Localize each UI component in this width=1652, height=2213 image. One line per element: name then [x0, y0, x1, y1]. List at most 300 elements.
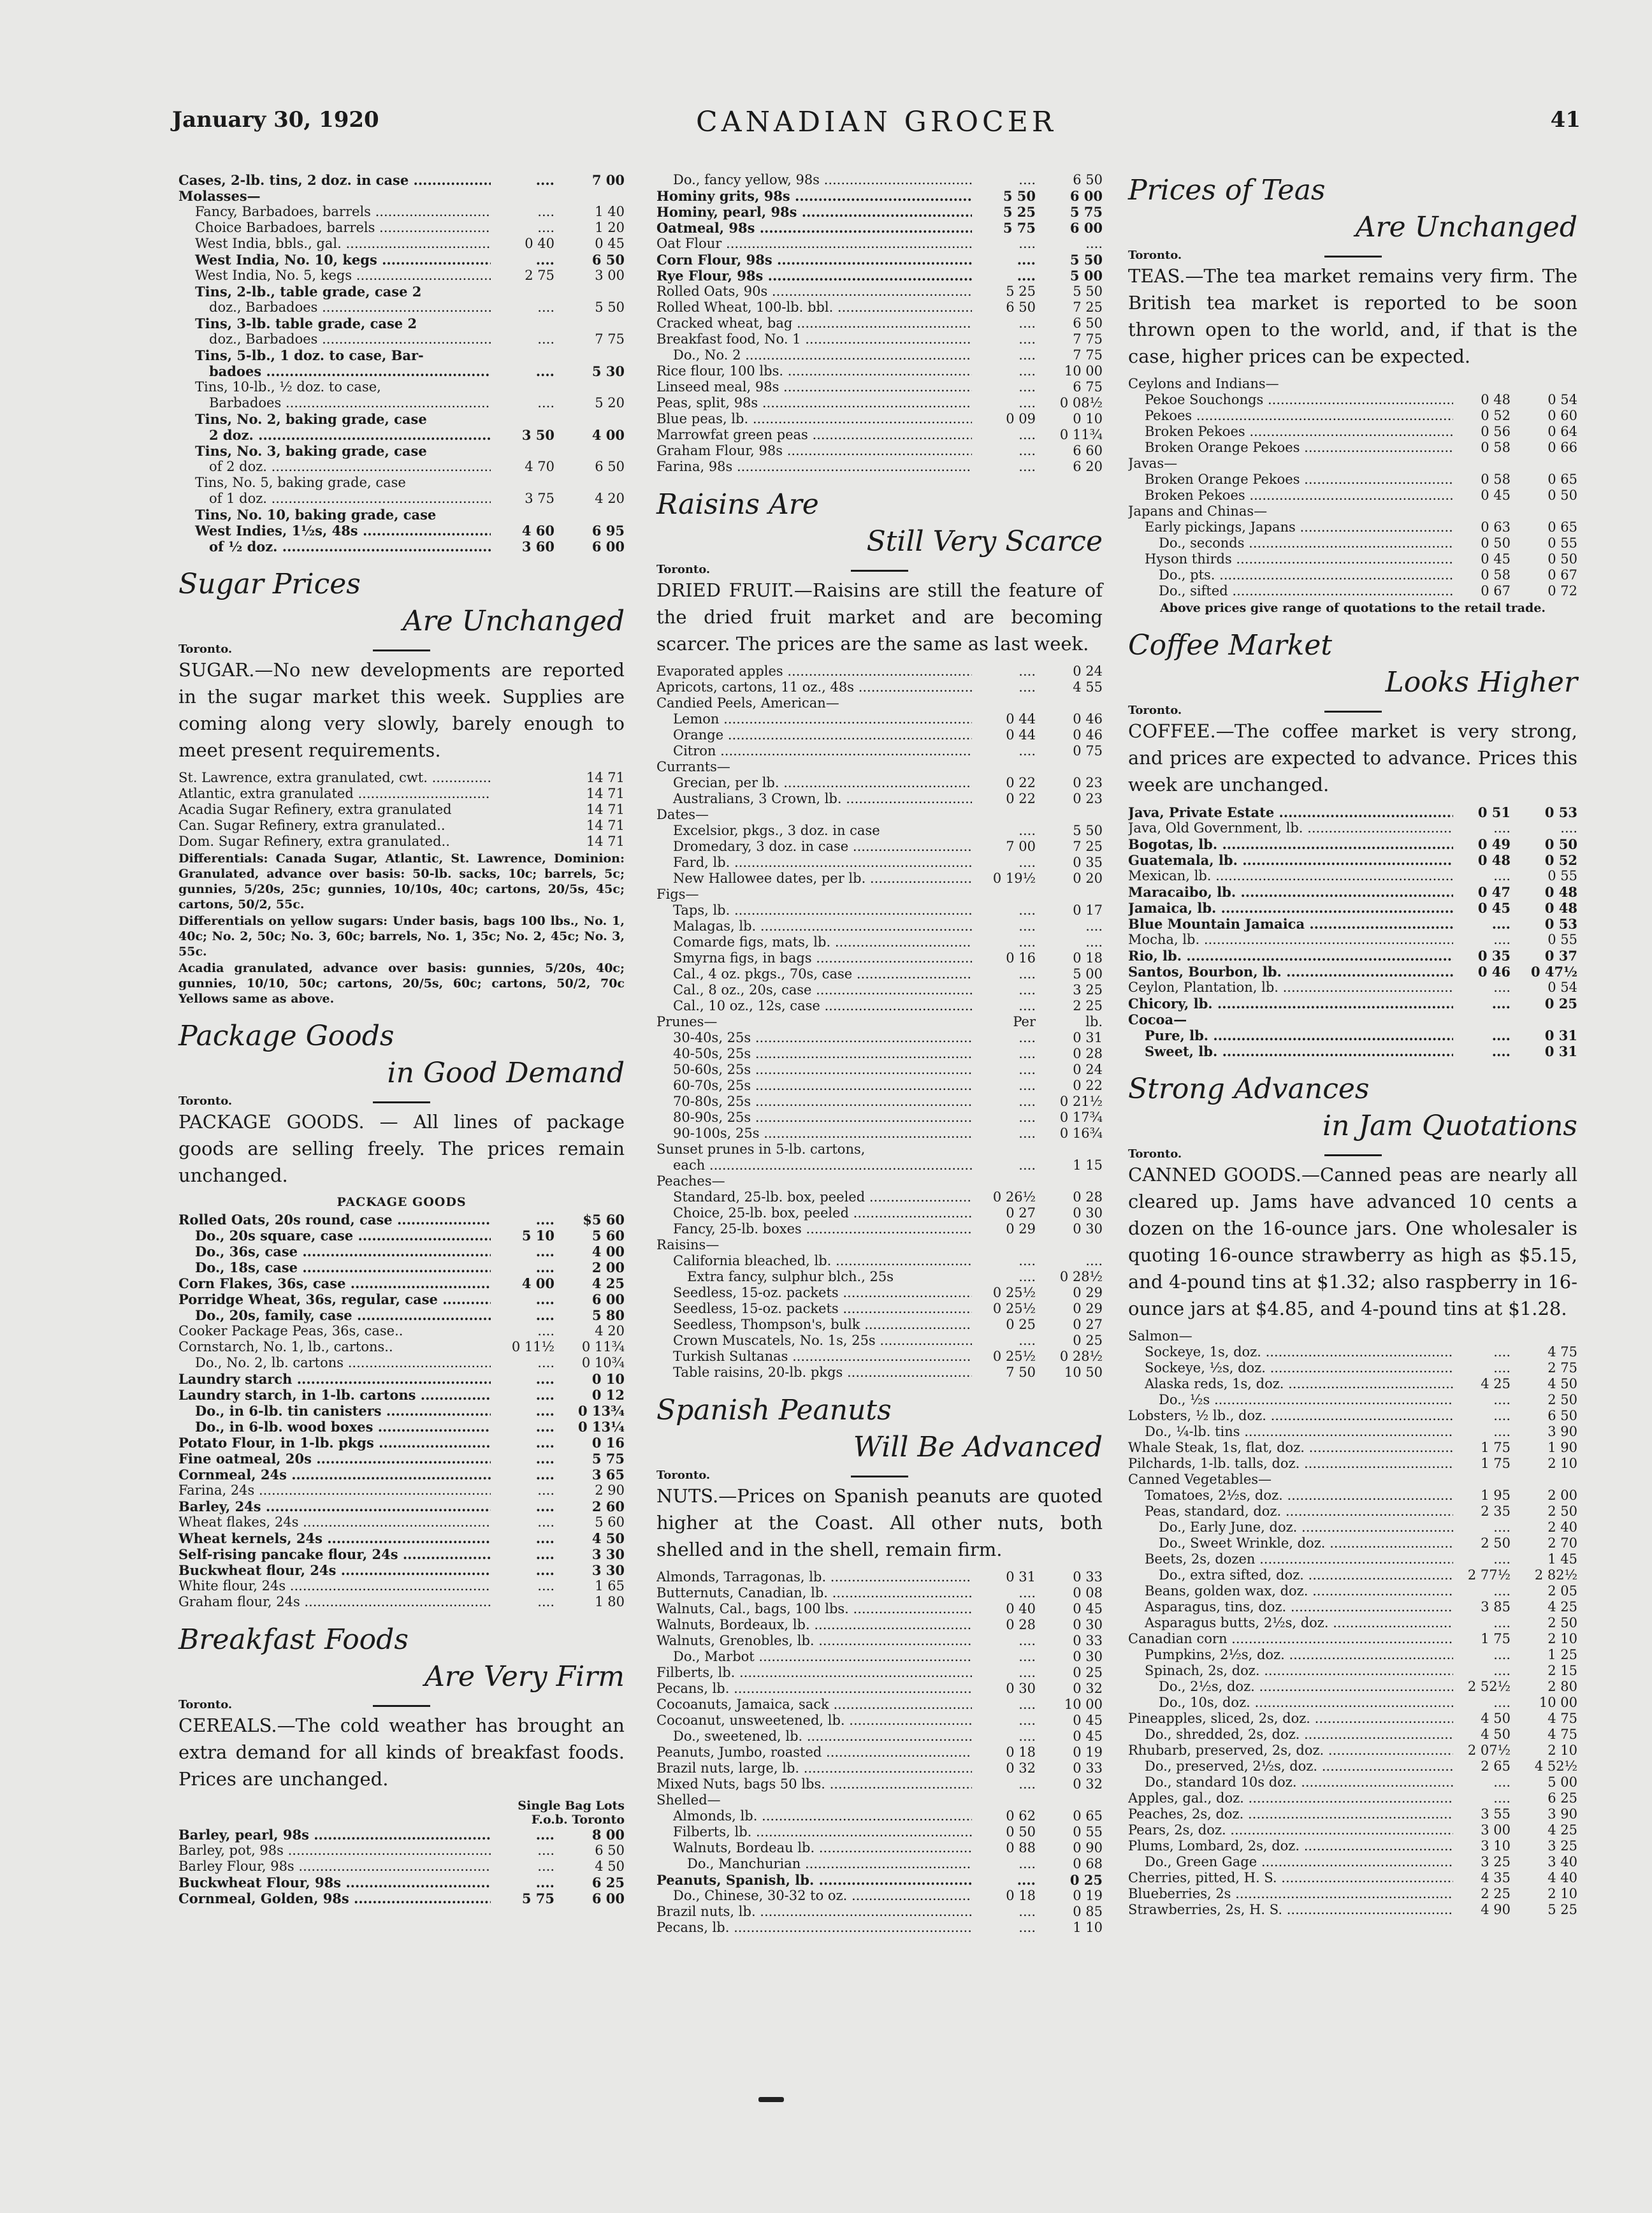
price-high: 6 50	[595, 459, 625, 474]
price-high: 0 12	[591, 1387, 625, 1403]
canned-goods-price-list	[1128, 1328, 1577, 1918]
price-row	[656, 775, 1103, 791]
item-name: Standard, 25-lb. box, peeled .....	[656, 1189, 972, 1205]
price-high: 0 17¾	[1059, 1110, 1103, 1125]
item-name: Rolled Oats, 20s round, case .....	[178, 1212, 491, 1228]
price-high: 0 30	[1073, 1205, 1103, 1221]
price-high: 2 82½	[1534, 1567, 1577, 1583]
section-headline-line2: Will Be Advanced	[853, 1431, 1103, 1463]
item-name: Atlantic, extra granulated .....	[178, 786, 491, 802]
price-row	[656, 1824, 1103, 1840]
item-name: Almonds, Tarragonas, lb. .....	[656, 1569, 972, 1585]
price-high: 0 25	[1073, 1665, 1103, 1680]
price-low: 5 10	[521, 1228, 554, 1244]
section-headline: Strong Advances	[1128, 1073, 1370, 1105]
price-row	[656, 1649, 1103, 1665]
price-low: 0 18	[1006, 1745, 1036, 1760]
column-3	[1128, 172, 1577, 1918]
price-row	[656, 1840, 1103, 1856]
item-name: 60-70s, 25s .....	[656, 1078, 972, 1094]
price-low: 2 25	[1481, 1886, 1511, 1901]
price-high: 2 50	[1547, 1504, 1577, 1519]
price-low: 3 10	[1481, 1838, 1511, 1854]
price-low	[491, 284, 554, 300]
price-low: ....	[1017, 1872, 1036, 1888]
item-name: Breakfast food, No. 1 .....	[656, 331, 972, 347]
price-high	[554, 316, 625, 331]
price-low: 0 49	[1477, 836, 1511, 852]
price-low: ....	[535, 1435, 554, 1451]
price-high	[554, 411, 625, 427]
price-high: 6 50	[1073, 172, 1103, 187]
price-row	[656, 1633, 1103, 1649]
price-low: ....	[1018, 443, 1036, 458]
price-high: 0 33	[1073, 1633, 1103, 1648]
column-2	[656, 172, 1103, 1936]
price-row	[178, 1890, 625, 1906]
price-low: 5 25	[1003, 204, 1036, 220]
price-row	[178, 539, 625, 555]
item-name: Tins, 2-lb., table grade, case 2	[195, 284, 422, 300]
price-low: ....	[1018, 1585, 1036, 1600]
price-low: 0 58	[1481, 440, 1511, 455]
price-low: 4 50	[1481, 1711, 1511, 1726]
price-low: ....	[535, 1403, 554, 1419]
item-name: Bogotas, lb. .....	[1128, 836, 1453, 852]
item-name: Blue Mountain Jamaica .....	[1128, 916, 1453, 932]
price-low: ....	[1018, 379, 1036, 395]
price-low: 4 70	[525, 459, 554, 474]
price-high: 5 75	[591, 1451, 625, 1467]
price-low: 0 45	[1477, 900, 1511, 916]
price-low: 6 50	[1006, 300, 1036, 315]
price-row	[1128, 1456, 1577, 1472]
item-name: Mexican, lb. .....	[1128, 868, 1453, 884]
item-name: Peaches, 2s, doz. .....	[1128, 1806, 1453, 1822]
price-high: 2 00	[1547, 1488, 1577, 1503]
price-low: ....	[1018, 1904, 1036, 1919]
price-row	[178, 1546, 625, 1562]
section-headline-line2: Are Unchanged	[1355, 211, 1577, 243]
price-row	[178, 284, 625, 300]
price-high: 6 60	[1073, 443, 1103, 458]
item-name: Do., Chinese, 30-32 to oz. .....	[656, 1888, 972, 1904]
price-row	[1128, 1344, 1577, 1360]
price-row	[656, 1046, 1103, 1062]
price-low	[972, 1173, 1036, 1189]
price-row	[178, 523, 625, 539]
article-paragraph: CANNED GOODS.—Canned peas are nearly all cleared up. Jams have advanced 10 cents a dozen on the 16-ounce jars. One wholesaler is quoting 16-ounce strawberry as high as $5.15, and 4-pound tins at $1.32; also raspberry in 16-ounce jars at $4.85, and 4-pound tins at $1.28.	[1128, 1164, 1577, 1319]
item-name: Barley Flour, 98s .....	[178, 1859, 491, 1875]
price-high: 0 24	[1073, 1062, 1103, 1077]
price-low: 1 75	[1481, 1631, 1511, 1646]
price-high: 3 30	[591, 1546, 625, 1562]
price-low: 2 65	[1481, 1759, 1511, 1774]
section-headline-line2: Are Very Firm	[424, 1660, 625, 1693]
price-row	[656, 1173, 1103, 1189]
item-name: Buckwheat Flour, 98s .....	[178, 1875, 491, 1890]
price-low: 2 52½	[1467, 1679, 1511, 1694]
price-low: ....	[1018, 172, 1036, 187]
price-high: 4 50	[591, 1530, 625, 1546]
price-low: 0 46	[1477, 964, 1511, 980]
price-row	[178, 834, 625, 850]
item-name: Citron .....	[656, 743, 972, 759]
price-high: 2 50	[1547, 1615, 1577, 1630]
price-high: 0 48	[1544, 900, 1577, 916]
price-row	[656, 695, 1103, 711]
item-name: Dom. Sugar Refinery, extra granulated..	[178, 834, 450, 849]
price-row	[656, 1030, 1103, 1046]
price-row	[656, 966, 1103, 982]
price-row	[1128, 916, 1577, 932]
price-row	[656, 1585, 1103, 1601]
price-row	[656, 1745, 1103, 1760]
price-low: Per	[1013, 1014, 1036, 1029]
item-name: Canadian corn .....	[1128, 1631, 1453, 1647]
price-low: ....	[1493, 1520, 1511, 1535]
item-name: Do., ½s .....	[1128, 1392, 1453, 1408]
price-high: 1 10	[1073, 1920, 1103, 1935]
price-high	[1511, 456, 1577, 472]
item-name: Do., Early June, doz. .....	[1128, 1520, 1453, 1535]
price-row	[1128, 1504, 1577, 1520]
price-high: 4 20	[595, 1323, 625, 1339]
price-high: 3 65	[591, 1467, 625, 1483]
price-row	[1128, 1472, 1577, 1488]
price-high: 0 55	[1547, 535, 1577, 551]
item-name: Graham Flour, 98s .....	[656, 443, 972, 459]
price-high: 3 00	[595, 268, 625, 283]
price-row	[1128, 948, 1577, 964]
item-name: Acadia Sugar Refinery, extra granulated	[178, 802, 452, 817]
price-row	[656, 791, 1103, 807]
price-high: ....	[1560, 820, 1577, 836]
item-name: Do., seconds .....	[1128, 535, 1453, 551]
price-high: 0 11¾	[581, 1339, 625, 1354]
price-high: 14 71	[586, 786, 625, 801]
price-low: ....	[537, 1355, 554, 1370]
item-name: Comarde figs, mats, lb. .....	[656, 934, 972, 950]
price-row	[1128, 551, 1577, 567]
price-row	[1128, 1647, 1577, 1663]
price-low: ....	[1493, 868, 1511, 883]
price-low: ....	[1018, 1030, 1036, 1045]
section-headline: Sugar Prices	[178, 568, 361, 600]
price-high: 10 00	[1064, 1697, 1103, 1712]
price-low: ....	[535, 1307, 554, 1323]
column-1	[178, 172, 625, 1906]
price-low	[1453, 456, 1511, 472]
price-high: 0 29	[1073, 1285, 1103, 1300]
item-name: Cocoanuts, Jamaica, sack .....	[656, 1697, 972, 1713]
price-low: ....	[1491, 1027, 1511, 1043]
item-name: of 1 doz. .....	[178, 491, 491, 507]
price-row	[178, 188, 625, 204]
price-row	[178, 331, 625, 347]
price-row	[178, 443, 625, 459]
price-low	[972, 887, 1036, 903]
price-row	[178, 1875, 625, 1890]
price-high: 0 72	[1547, 583, 1577, 599]
price-row	[656, 1110, 1103, 1126]
item-name: Malagas, lb. .....	[656, 918, 972, 934]
price-high: 0 23	[1073, 775, 1103, 790]
item-name: Do., preserved, 2½s, doz. .....	[1128, 1759, 1453, 1774]
price-low	[491, 507, 554, 523]
price-row	[1128, 376, 1577, 392]
price-low: ....	[1493, 1647, 1511, 1662]
price-low: ....	[535, 1419, 554, 1435]
price-low: ....	[1493, 1344, 1511, 1360]
price-row	[1128, 1743, 1577, 1759]
item-name: Barley, pearl, 98s .....	[178, 1827, 491, 1843]
price-high: 5 60	[591, 1228, 625, 1244]
item-name: Pecans, lb. .....	[656, 1681, 972, 1697]
price-low	[1453, 1472, 1511, 1488]
price-low: 0 35	[1477, 948, 1511, 964]
price-low: 5 50	[1003, 188, 1036, 204]
price-row	[178, 1403, 625, 1419]
price-high	[1511, 1012, 1577, 1027]
dateline: Toronto.	[178, 1698, 233, 1711]
price-low: ....	[1493, 980, 1511, 995]
price-high: 5 50	[595, 300, 625, 315]
price-low: ....	[1493, 1408, 1511, 1423]
item-name: Cornstarch, No. 1, lb., cartons..	[178, 1339, 393, 1354]
price-high: 6 00	[591, 1291, 625, 1307]
price-row	[1128, 408, 1577, 424]
price-row	[1128, 1790, 1577, 1806]
item-name: Fancy, Barbadoes, barrels .....	[178, 204, 491, 220]
price-row	[656, 1904, 1103, 1920]
item-name: Crown Muscatels, No. 1s, 25s .....	[656, 1333, 972, 1349]
item-name: West India, bbls., gal. .....	[178, 236, 491, 252]
price-low: ....	[1491, 1043, 1511, 1059]
article-paragraph: CEREALS.—The cold weather has brought an extra demand for all kinds of breakfast foods. Prices are unchanged.	[178, 1715, 625, 1790]
price-low: ....	[1018, 934, 1036, 950]
section-headline-line2: Looks Higher	[1385, 666, 1577, 699]
price-high: 2 15	[1547, 1663, 1577, 1678]
section-headline-line2: Still Very Scarce	[866, 525, 1103, 558]
price-low: ....	[535, 1546, 554, 1562]
item-name: West India, No. 10, kegs .....	[178, 252, 491, 268]
price-low	[491, 770, 554, 786]
price-high: 0 28	[1073, 1189, 1103, 1205]
price-low: 4 35	[1481, 1870, 1511, 1885]
item-name: Peas, standard, doz. .....	[1128, 1504, 1453, 1520]
dateline: Toronto.	[1128, 249, 1182, 262]
price-low: ....	[1018, 1729, 1036, 1744]
item-name: Apricots, cartons, 11 oz., 48s .....	[656, 679, 972, 695]
price-row	[1128, 1551, 1577, 1567]
item-name: Do., 20s square, case .....	[178, 1228, 491, 1244]
section-headline: Breakfast Foods	[178, 1623, 409, 1656]
price-low: 2 07½	[1467, 1743, 1511, 1758]
price-row	[656, 743, 1103, 759]
differentials-note: Differentials: Canada Sugar, Atlantic, St. Lawrence, Dominion: Granulated, advance over basis: 50-lb. sacks, 10c; barrels, 5c; gunnies, 5/20s, 25c; gunnies, 10/10s, 40c; cartons, 20/5s, 45c; cartons, 50/2, 55c.	[178, 852, 625, 911]
price-low: 0 50	[1006, 1824, 1036, 1839]
price-row	[656, 1126, 1103, 1142]
price-row	[656, 950, 1103, 966]
item-name: White flour, 24s .....	[178, 1578, 491, 1594]
price-low: 0 45	[1481, 488, 1511, 503]
price-low: ....	[1018, 427, 1036, 442]
price-high: 0 55	[1073, 1824, 1103, 1839]
item-name: Walnuts, Bordeaux, lb. .....	[656, 1617, 972, 1633]
price-high: 0 19	[1073, 1888, 1103, 1903]
item-name: Lobsters, ½ lb., doz. .....	[1128, 1408, 1453, 1424]
page-number: 41	[1550, 107, 1581, 133]
price-high: 0 19	[1073, 1745, 1103, 1760]
item-name: Rhubarb, preserved, 2s, doz. .....	[1128, 1743, 1453, 1759]
item-name: Barley, pot, 98s .....	[178, 1843, 491, 1859]
price-low: ....	[537, 1323, 554, 1339]
price-low: 3 55	[1481, 1806, 1511, 1822]
table-column-heading: Single Bag Lots	[518, 1799, 625, 1813]
price-high: 0 31	[1073, 1030, 1103, 1045]
price-high: 0 60	[1547, 408, 1577, 423]
price-low: ....	[537, 204, 554, 219]
item-name: doz., Barbadoes .....	[178, 331, 491, 347]
price-row	[656, 1888, 1103, 1904]
price-low	[972, 807, 1036, 823]
price-row	[656, 1601, 1103, 1617]
price-row	[656, 1333, 1103, 1349]
price-row	[1128, 1886, 1577, 1902]
price-high: 0 16¾	[1059, 1126, 1103, 1141]
item-name: Do., ¼-lb. tins .....	[1128, 1424, 1453, 1440]
price-high: 0 13¼	[577, 1419, 625, 1435]
price-low: 4 00	[521, 1275, 554, 1291]
article-paragraph: DRIED FRUIT.—Raisins are still the feature of the dried fruit market and are becoming scarcer. The prices are the same as last week.	[656, 579, 1103, 655]
price-row	[1128, 1902, 1577, 1918]
price-high: 0 25	[1069, 1872, 1103, 1888]
price-row	[1128, 424, 1577, 440]
price-row	[656, 759, 1103, 775]
price-high: 10 00	[1539, 1695, 1577, 1710]
price-row	[656, 443, 1103, 459]
item-name: Sockeye, 1s, doz. .....	[1128, 1344, 1453, 1360]
price-row	[1128, 1520, 1577, 1535]
item-name: Canned Vegetables—	[1128, 1472, 1272, 1487]
price-row	[656, 1142, 1103, 1157]
price-low: 2 50	[1481, 1535, 1511, 1551]
price-high: 7 75	[1073, 331, 1103, 347]
item-name: Tins, 5-lb., 1 doz. to case, Bar-	[195, 347, 424, 363]
price-row	[656, 1569, 1103, 1585]
price-row	[1128, 488, 1577, 504]
price-row	[178, 1323, 625, 1339]
item-name: Pears, 2s, doz. .....	[1128, 1822, 1453, 1838]
price-high: 4 25	[1547, 1822, 1577, 1838]
price-row	[1128, 1727, 1577, 1743]
price-high: 0 08	[1073, 1585, 1103, 1600]
price-low: 0 47	[1477, 884, 1511, 900]
price-row	[178, 1355, 625, 1371]
item-name: Oatmeal, 98s .....	[656, 220, 972, 236]
price-low	[491, 802, 554, 818]
price-high: 0 33	[1073, 1760, 1103, 1776]
article-paragraph: SUGAR.—No new developments are reported in the sugar market this week. Supplies are coming along very slowly, barely enough to meet present requirements.	[178, 659, 625, 761]
price-low: ....	[1018, 1126, 1036, 1141]
article-paragraph: COFFEE.—The coffee market is very strong, and prices are expected to advance. Prices this week are unchanged.	[1128, 720, 1577, 795]
sugar-price-list	[178, 770, 625, 850]
price-low: ....	[1493, 1695, 1511, 1710]
price-high: 0 11¾	[1059, 427, 1103, 442]
item-name: Blue peas, lb. .....	[656, 411, 972, 427]
price-high: 6 00	[1069, 220, 1103, 236]
section-headline: Spanish Peanuts	[656, 1394, 892, 1426]
price-row	[1128, 535, 1577, 551]
price-low	[1453, 376, 1511, 392]
item-name: Cal., 10 oz., 12s, case .....	[656, 998, 972, 1014]
price-high: 7 75	[1073, 347, 1103, 363]
price-row	[1128, 1567, 1577, 1583]
item-name: Cal., 8 oz., 20s, case .....	[656, 982, 972, 998]
price-low: ....	[1493, 820, 1511, 836]
item-name: Dromedary, 3 doz. in case .....	[656, 839, 972, 855]
item-name: Corn Flakes, 36s, case .....	[178, 1275, 491, 1291]
item-name: Lemon .....	[656, 711, 972, 727]
price-low	[491, 347, 554, 363]
price-low: 0 11½	[511, 1339, 554, 1354]
price-low: 0 30	[1006, 1681, 1036, 1696]
price-low: ....	[1018, 855, 1036, 870]
price-high: 2 90	[595, 1483, 625, 1498]
price-low: 0 25½	[992, 1285, 1036, 1300]
price-high: 0 85	[1073, 1904, 1103, 1919]
price-row	[656, 1014, 1103, 1030]
item-name: Fine oatmeal, 20s .....	[178, 1451, 491, 1467]
peanuts-section	[656, 1392, 1103, 1936]
item-name: Table raisins, 20-lb. pkgs .....	[656, 1365, 972, 1381]
price-low: 0 45	[1481, 551, 1511, 567]
price-low: ....	[1018, 903, 1036, 918]
item-name: Alaska reds, 1s, doz. .....	[1128, 1376, 1453, 1392]
price-high: 1 65	[595, 1578, 625, 1593]
price-low: 0 44	[1006, 711, 1036, 727]
price-row	[656, 204, 1103, 220]
item-name: of ½ doz. .....	[178, 539, 491, 555]
item-name: Seedless, 15-oz. packets .....	[656, 1285, 972, 1301]
price-high: 3 90	[1547, 1424, 1577, 1439]
price-low: 0 28	[1006, 1617, 1036, 1632]
item-name: Do., 18s, case .....	[178, 1259, 491, 1275]
item-name: Do., Manchurian .....	[656, 1856, 972, 1872]
item-name: each .....	[656, 1157, 972, 1173]
price-row	[1128, 1695, 1577, 1711]
item-name: Java, Old Government, lb. .....	[1128, 820, 1453, 836]
price-high: 0 25	[1073, 1333, 1103, 1348]
item-name: Rice flour, 100 lbs. .....	[656, 363, 972, 379]
price-low: ....	[1493, 1392, 1511, 1407]
price-low: ....	[537, 300, 554, 315]
item-name: Tins, No. 5, baking grade, case	[195, 475, 406, 490]
price-low: ....	[1018, 1713, 1036, 1728]
price-low: 3 75	[525, 491, 554, 506]
price-row	[656, 363, 1103, 379]
article-paragraph: NUTS.—Prices on Spanish peanuts are quoted higher at the Coast. All other nuts, both shelled and in the shell, remain firm.	[656, 1485, 1103, 1560]
item-name: Pecans, lb. .....	[656, 1920, 972, 1936]
yellow-differentials-note: Differentials on yellow sugars: Under basis, bags 100 lbs., No. 1, 40c; No. 2, 50c; No. 3, 60c; barrels, No. 1, 35c; No. 2, 45c; No. 3, 55c.	[178, 914, 625, 959]
price-low: 4 25	[1481, 1376, 1511, 1391]
price-high	[554, 188, 625, 204]
price-low	[491, 379, 554, 395]
item-name: Farina, 98s .....	[656, 459, 972, 475]
price-high: 8 00	[591, 1827, 625, 1843]
section-headline: Package Goods	[178, 1020, 395, 1052]
